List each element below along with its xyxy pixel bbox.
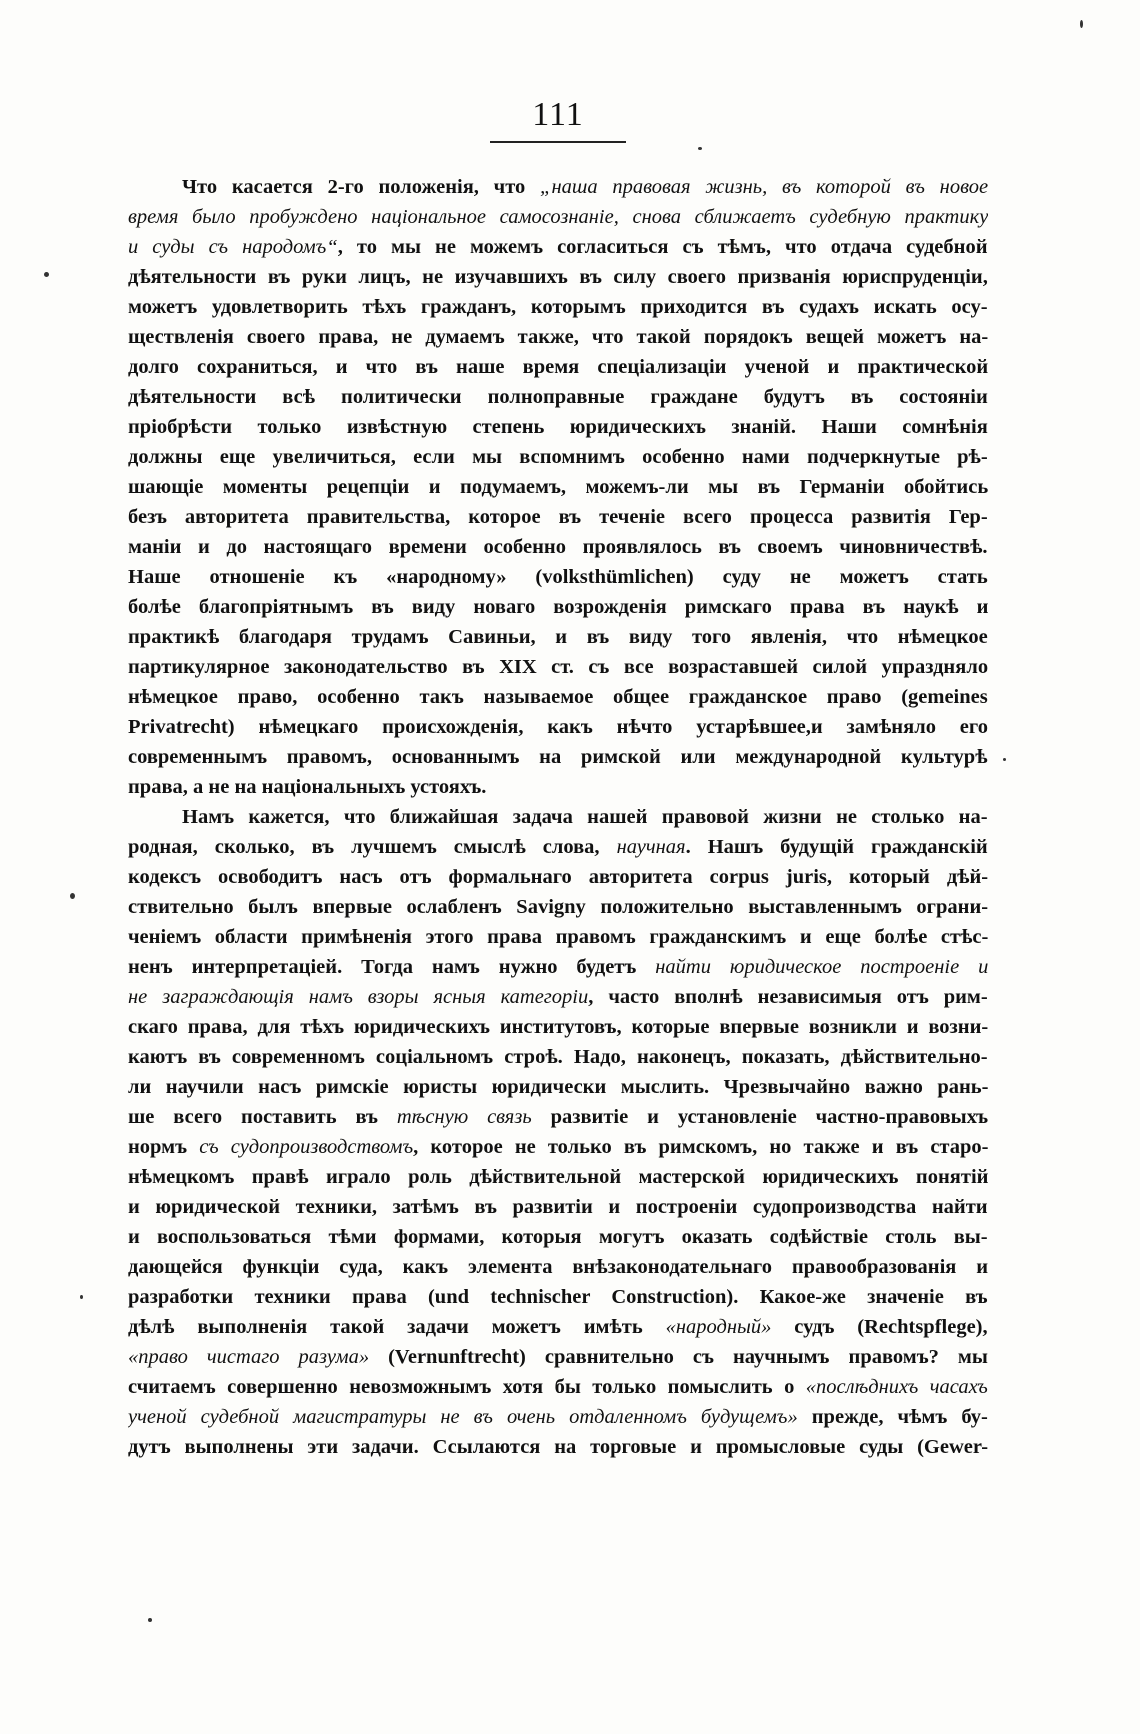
text-run: пріобрѣсти только извѣстную степень юридическихъ знаній. Наши сомнѣнія <box>128 416 988 438</box>
body-text <box>128 172 988 1462</box>
text-run: современнымъ правомъ, основаннымъ на римской или международной культурѣ <box>128 746 988 768</box>
text-run: права, а не на національныхъ устояхъ. <box>128 776 487 798</box>
text-line <box>128 352 988 382</box>
text-run: считаемъ совершенно невозможнымъ хотя бы только помыслить о <box>128 1376 806 1398</box>
text-line <box>128 292 988 322</box>
text-run: ненъ интерпретаціей. Тогда намъ нужно будетъ <box>128 956 656 978</box>
text-run: и воспользоваться тѣми формами, которыя могутъ оказать содѣйствіе столь вы- <box>128 1226 988 1248</box>
text-run: долго сохраниться, и что въ наше время спеціализаціи ученой и практической <box>128 356 988 378</box>
scan-speck <box>1080 20 1083 28</box>
text-line <box>128 1192 988 1222</box>
paragraph <box>128 802 988 1462</box>
text-run: дѣятельности въ руки лицъ, не изучавшихъ въ силу своего призванія юриспруденціи, <box>128 266 988 288</box>
italic-text: время было пробуждено національное самосознаніе, снова сближаетъ судебную практику <box>128 206 988 228</box>
text-line <box>128 712 988 742</box>
text-line <box>128 1222 988 1252</box>
text-line <box>128 472 988 502</box>
scan-speck <box>698 147 702 150</box>
scan-speck <box>44 272 49 277</box>
italic-text: найти юридическое построеніе и <box>655 956 988 978</box>
text-run: скаго права, для тѣхъ юридическихъ институтовъ, которые впервые возникли и возни- <box>128 1016 988 1038</box>
text-line <box>128 562 988 592</box>
text-run: каютъ въ современномъ соціальномъ строѣ. Надо, наконецъ, показать, дѣйствительно- <box>128 1046 988 1068</box>
text-line <box>128 742 988 772</box>
text-run: дутъ выполнены эти задачи. Ссылаются на торговые и промысловые суды (Gewer- <box>128 1436 988 1458</box>
text-run: (Vernunftrecht) сравнительно съ научнымъ правомъ? мы <box>369 1346 988 1368</box>
text-line <box>128 772 988 802</box>
text-line <box>128 982 988 1012</box>
text-run: безъ авторитета правительства, которое въ теченіе всего процесса развитія Гер- <box>128 506 988 528</box>
text-run: дѣлѣ выполненія такой задачи можетъ имѣть <box>128 1316 666 1338</box>
text-run: дающейся функціи суда, какъ элемента внѣзаконодательнаго правообразованія и <box>128 1256 988 1278</box>
italic-text: и суды съ народомъ“ <box>128 236 338 258</box>
italic-text: «послѣднихъ часахъ <box>805 1376 988 1398</box>
text-line <box>128 502 988 532</box>
text-run: Наше отношеніе къ «народному» (volksthümlichen) суду не можетъ стать <box>128 566 988 588</box>
text-run: ствительно былъ впервые ослабленъ Savigny положительно выставленнымъ ограни- <box>128 896 988 918</box>
text-line <box>128 262 988 292</box>
text-line <box>128 952 988 982</box>
text-line <box>128 832 988 862</box>
italic-text: «народный» <box>665 1316 772 1338</box>
text-line <box>128 1312 988 1342</box>
text-run: маніи и до настоящаго времени особенно проявлялось въ своемъ чиновничествѣ. <box>128 536 988 558</box>
text-line <box>128 682 988 712</box>
text-run: нѣмецкое право, особенно такъ называемое общее гражданское право (gemeines <box>128 686 988 708</box>
text-line <box>128 1342 988 1372</box>
text-line <box>128 532 988 562</box>
text-line <box>128 1012 988 1042</box>
text-run: нѣмецкомъ правѣ играло роль дѣйствительной мастерской юридическихъ понятій <box>128 1166 988 1188</box>
text-line <box>128 172 988 202</box>
text-run: ченіемъ области примѣненія этого права правомъ гражданскимъ и еще болѣе стѣс- <box>128 926 988 948</box>
scan-speck <box>70 893 75 899</box>
text-line <box>128 862 988 892</box>
text-line <box>128 1102 988 1132</box>
text-line <box>128 1282 988 1312</box>
header-rule <box>490 141 626 143</box>
text-line <box>128 232 988 262</box>
italic-text: ученой судебной магистратуры не въ очень отдаленномъ будущемъ» <box>128 1406 798 1428</box>
text-line <box>128 1402 988 1432</box>
page-number: 111 <box>532 96 584 133</box>
text-line <box>128 622 988 652</box>
text-line <box>128 892 988 922</box>
text-line <box>128 592 988 622</box>
text-line <box>128 802 988 832</box>
text-run: ществленія своего права, не думаемъ также, что такой порядокъ вещей можетъ на- <box>128 326 988 348</box>
text-line <box>128 1372 988 1402</box>
text-run: Что касается 2-го положенія, что <box>182 176 541 198</box>
paragraph <box>128 172 988 802</box>
text-line <box>128 322 988 352</box>
text-line <box>128 442 988 472</box>
text-run: кодексъ освободитъ насъ отъ формальнаго авторитета corpus juris, который дѣй- <box>128 866 988 888</box>
text-line <box>128 1432 988 1462</box>
scan-speck <box>148 1618 152 1622</box>
text-run: должны еще увеличиться, если мы вспомнимъ особенно нами подчеркнутые рѣ- <box>128 446 988 468</box>
text-run: Privatrecht) нѣмецкаго происхожденія, какъ нѣчто устарѣвшее,и замѣняло его <box>128 716 988 738</box>
text-run: партикулярное законодательство въ XIX ст. съ все возраставшей силой упраздняло <box>128 656 988 678</box>
text-line <box>128 1162 988 1192</box>
italic-text: съ судопроизводствомъ <box>199 1136 414 1158</box>
text-run: можетъ удовлетворить тѣхъ гражданъ, которымъ приходится въ судахъ искать осу- <box>128 296 988 318</box>
text-run: и юридической техники, затѣмъ въ развитіи и построеніи судопроизводства найти <box>128 1196 988 1218</box>
text-run: ше всего поставить въ <box>128 1106 397 1128</box>
text-line <box>128 1252 988 1282</box>
text-line <box>128 382 988 412</box>
text-run: болѣе благопріятнымъ въ виду новаго возрожденія римскаго права въ наукѣ и <box>128 596 988 618</box>
text-line <box>128 412 988 442</box>
text-run: , которое не только въ римскомъ, но также и въ старо- <box>413 1136 988 1158</box>
text-run: практикѣ благодаря трудамъ Савиньи, и въ виду того явленія, что нѣмецкое <box>128 626 988 648</box>
text-line <box>128 1132 988 1162</box>
italic-text: «право чистаго разума» <box>128 1346 370 1368</box>
text-run: ли научили насъ римскіе юристы юридически мыслить. Чрезвычайно важно рань- <box>128 1076 988 1098</box>
text-run: родная, сколько, въ лучшемъ смыслѣ слова, <box>128 836 617 858</box>
text-line <box>128 202 988 232</box>
text-run: развитіе и установленіе частно-правовыхъ <box>531 1106 988 1128</box>
italic-text: не заграждающія намъ взоры ясныя категоріи <box>128 986 589 1008</box>
text-run: разработки техники права (und technischer Construction). Какое-же значеніе въ <box>128 1286 988 1308</box>
italic-text: научная <box>616 836 686 858</box>
text-line <box>128 1072 988 1102</box>
text-run: . Нашъ будущій гражданскій <box>685 836 988 858</box>
text-run: нормъ <box>128 1136 200 1158</box>
text-run: Намъ кажется, что ближайшая задача нашей правовой жизни не столько на- <box>182 806 988 828</box>
italic-text: тѣсную связь <box>396 1106 532 1128</box>
text-line <box>128 1042 988 1072</box>
italic-text: „наша правовая жизнь, въ которой въ новое <box>540 176 988 198</box>
text-run: , то мы не можемъ согласиться съ тѣмъ, что отдача судебной <box>337 236 988 258</box>
scan-speck <box>1003 758 1006 761</box>
text-run: шающіе моменты рецепціи и подумаемъ, можемъ-ли мы въ Германіи обойтись <box>128 476 988 498</box>
text-line <box>128 922 988 952</box>
text-line <box>128 652 988 682</box>
text-run: прежде, чѣмъ бу- <box>797 1406 988 1428</box>
text-run: , часто вполнѣ независимыя отъ рим- <box>588 986 988 1008</box>
text-run: дѣятельности всѣ политически полноправные граждане будутъ въ состояніи <box>128 386 988 408</box>
scan-speck <box>80 1295 83 1299</box>
text-run: судъ (Rechtspflege), <box>771 1316 988 1338</box>
